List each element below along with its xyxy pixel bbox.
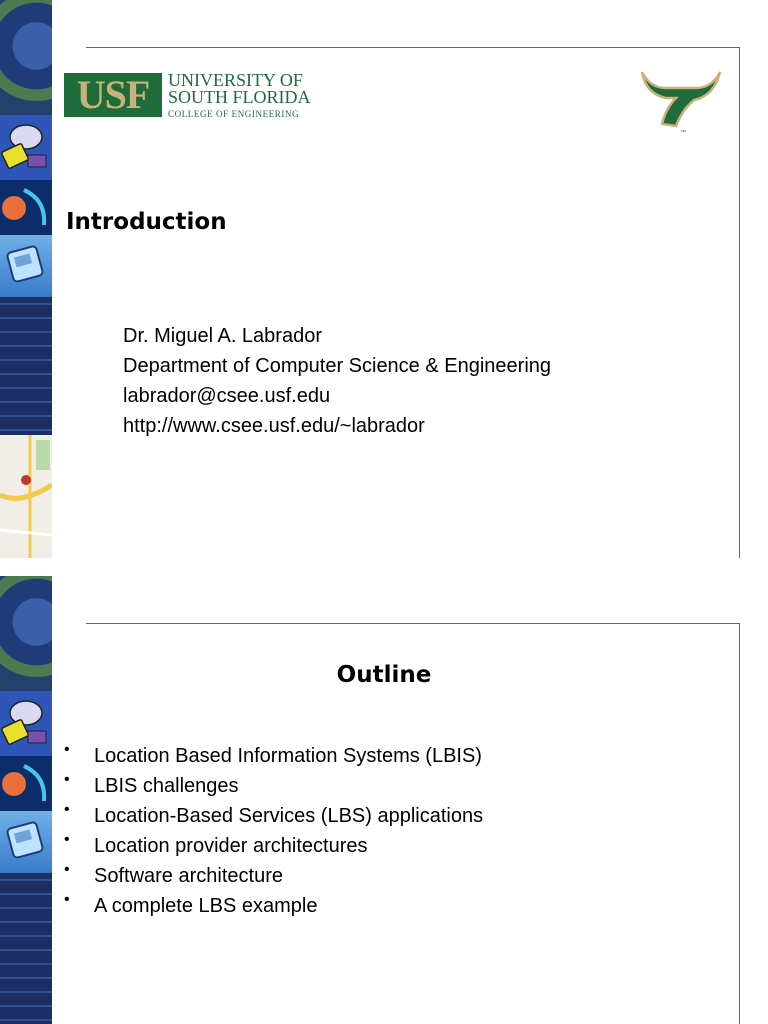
bullet-icon: • xyxy=(64,741,70,758)
city-lights-image xyxy=(0,297,52,435)
frame-top-line xyxy=(86,623,740,624)
bullet-icon: • xyxy=(64,771,70,788)
logo-university-text: UNIVERSITY OF xyxy=(168,70,303,90)
map-image xyxy=(0,435,52,558)
logo-state-text: SOUTH FLORIDA xyxy=(168,87,311,107)
slide-outline xyxy=(0,576,768,1024)
author-department: Department of Computer Science & Engineering xyxy=(123,355,552,377)
bullet-icon: • xyxy=(64,891,70,908)
decorative-image-strip xyxy=(0,576,52,1024)
decorative-image-strip xyxy=(0,0,52,558)
globe-image xyxy=(0,0,52,115)
slide-title: Introduction xyxy=(66,209,227,235)
satellite-dish-image xyxy=(0,691,52,756)
list-item: • LBIS challenges xyxy=(64,771,239,797)
logo-college-text: COLLEGE OF ENGINEERING xyxy=(168,109,300,119)
author-name: Dr. Miguel A. Labrador xyxy=(123,325,322,347)
list-item: • Software architecture xyxy=(64,861,283,887)
list-item: • Location Based Information Systems (LBIS) xyxy=(64,741,482,767)
author-website-link[interactable]: http://www.csee.usf.edu/~labrador xyxy=(123,415,425,437)
phone-image xyxy=(0,235,52,297)
usf-bull-horns-icon xyxy=(636,64,724,136)
head-image xyxy=(0,180,52,235)
slide-gap xyxy=(0,558,768,576)
phone-image xyxy=(0,811,52,873)
bullet-icon: • xyxy=(64,801,70,818)
usf-logo-mark: USF xyxy=(64,73,162,117)
bullet-icon: • xyxy=(64,861,70,878)
author-email[interactable]: labrador@csee.usf.edu xyxy=(123,385,331,407)
list-item: • Location provider architectures xyxy=(64,831,368,857)
outline-list xyxy=(64,741,484,925)
svg-text:™: ™ xyxy=(680,130,686,136)
slide-title: Outline xyxy=(336,662,432,688)
bullet-icon: • xyxy=(64,831,70,848)
list-item: • A complete LBS example xyxy=(64,891,318,917)
frame-top-line xyxy=(86,47,740,48)
city-lights-image xyxy=(0,873,52,1024)
list-item: • Location-Based Services (LBS) applications xyxy=(64,801,484,827)
frame-right-line xyxy=(739,47,740,558)
satellite-dish-image xyxy=(0,115,52,180)
head-image xyxy=(0,756,52,811)
